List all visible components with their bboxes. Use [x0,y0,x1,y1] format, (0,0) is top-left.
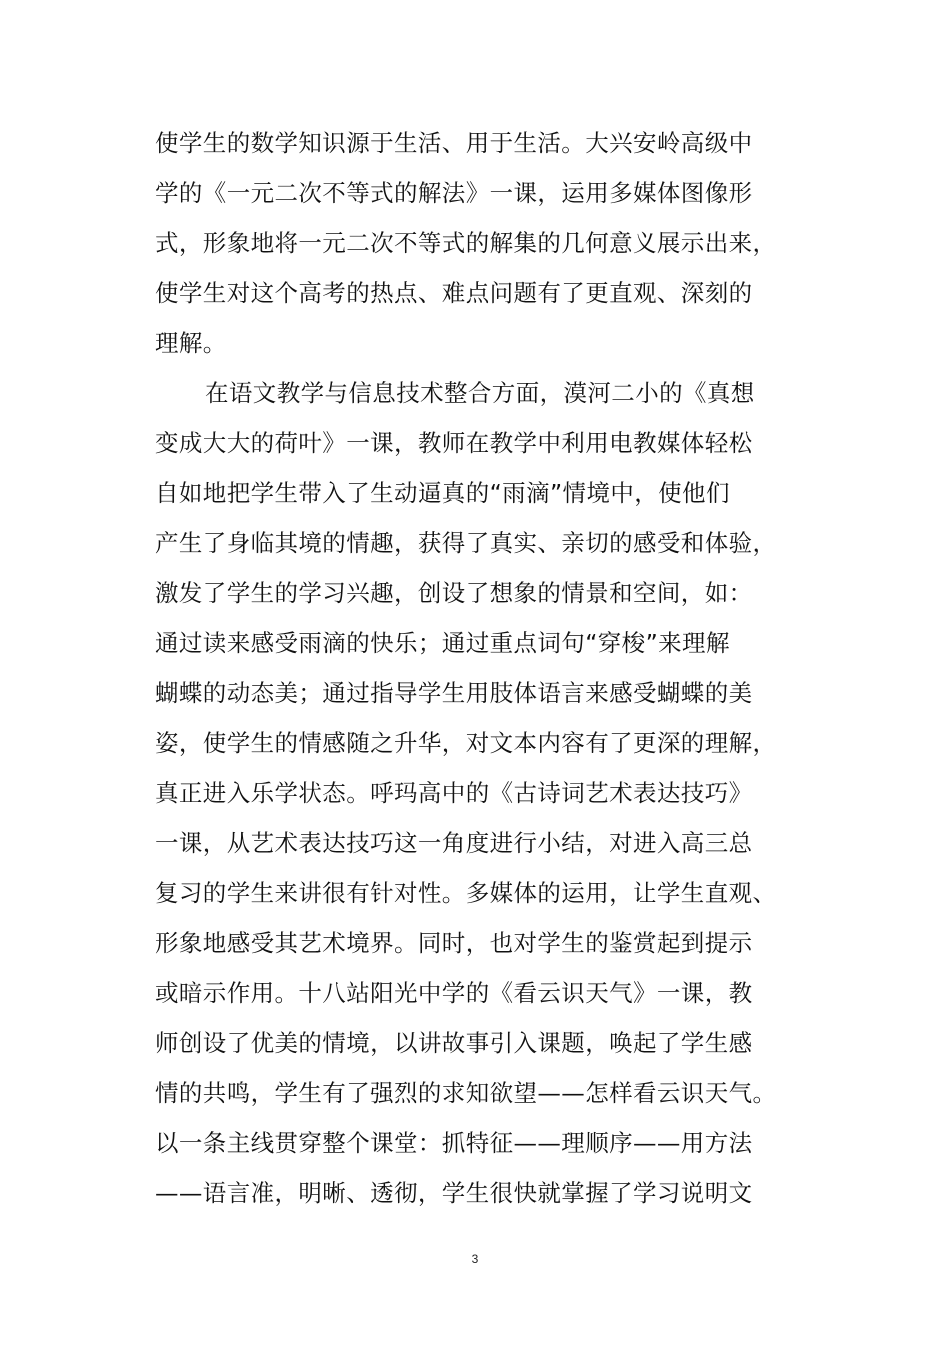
text-line: 学的《一元二次不等式的解法》一课，运用多媒体图像形 [155,179,753,207]
text-line: 以一条主线贯穿整个课堂：抓特征——理顺序——用方法 [155,1129,753,1157]
text-line: 自如地把学生带入了生动逼真的“雨滴”情境中，使他们 [155,479,730,507]
text-line: 通过读来感受雨滴的快乐；通过重点词句“穿梭”来理解 [155,629,730,657]
text-line: 变成大大的荷叶》一课，教师在教学中利用电教媒体轻松 [155,429,753,457]
text-line: 使学生的数学知识源于生活、用于生活。大兴安岭高级中 [155,129,753,157]
text-line: 在语文教学与信息技术整合方面，漠河二小的《真想 [205,379,755,407]
text-line: 理解。 [155,329,227,357]
text-line: 产生了身临其境的情趣，获得了真实、亲切的感受和体验， [155,529,777,557]
page-number: 3 [471,1252,479,1266]
text-line: 或暗示作用。十八站阳光中学的《看云识天气》一课，教 [155,979,753,1007]
text-line: 师创设了优美的情境，以讲故事引入课题，唤起了学生感 [155,1029,753,1057]
text-line: 真正进入乐学状态。呼玛高中的《古诗词艺术表达技巧》 [155,779,753,807]
text-line: 式，形象地将一元二次不等式的解集的几何意义展示出来， [155,229,777,257]
text-line: 使学生对这个高考的热点、难点问题有了更直观、深刻的 [155,279,753,307]
text-line: 一课，从艺术表达技巧这一角度进行小结，对进入高三总 [155,829,753,857]
text-line: 蝴蝶的动态美；通过指导学生用肢体语言来感受蝴蝶的美 [155,679,753,707]
text-line: ——语言准，明晰、透彻，学生很快就掌握了学习说明文 [155,1179,753,1207]
body-text [155,118,777,1218]
text-line: 姿，使学生的情感随之升华，对文本内容有了更深的理解， [155,729,777,757]
text-line: 形象地感受其艺术境界。同时，也对学生的鉴赏起到提示 [155,929,753,957]
text-line: 激发了学生的学习兴趣，创设了想象的情景和空间，如： [155,579,753,607]
text-line: 情的共鸣，学生有了强烈的求知欲望——怎样看云识天气。 [155,1079,777,1107]
text-line: 复习的学生来讲很有针对性。多媒体的运用，让学生直观、 [155,879,777,907]
